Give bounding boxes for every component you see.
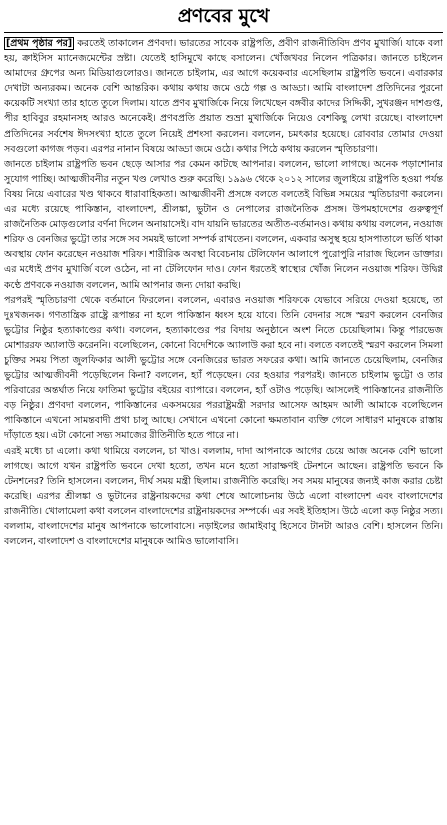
headline-divider [4, 32, 443, 33]
paragraph-text: করতেই তাকালেন প্রণবদা। ভারতের সাবেক রাষ্ট্রপতি, প্রবীণ রাজনীতিবিদ প্রণব মুখার্জি। যাকে বলা হয়, ক্রাইসিস ম্যানেজমেন্টের স্রষ্টা। যেতেই হাসিমুখে কাছে বসালেন। খোঁজখবর নিলেন পত্রিকার। জানতে চাইলেন আমাদের গ্রুপের অন্য মিডিয়াগুলোরও। জানতে চাইলাম, এর আগে কয়েকবার এসেছিলাম রাষ্ট্রপতি ভবনে। এবারকার দেখাটা অন্যরকম। অনেক বেশি আন্তরিক। কথায় কথায় জমে ওঠে গল্প ও আড্ডা। আমি বাংলাদেশ প্রতিদিনের পুরনো কয়েকটি সংখ্যা তার হাতে তুলে দিলাম। যাতে প্রণব মুখার্জিকে নিয়ে লিখেছেন বঙ্গবীর কাদের সিদ্দিকী, সুখরঞ্জন দাশগুপ্ত, পীর হাবিবুর রহমানসহ আরও অনেকেই। প্রণবপ্রতি প্রয়াত শুভ্রা মুখার্জিকে নিয়েও বেশকিছু লেখা রয়েছে। বাংলাদেশ প্রতিদিনের সর্বশেষ ঈদসংখ্যা হাতে তুলে নিয়েই প্রশংসা করলেন। বললেন, চমৎকার হয়েছে। রোববার তোমার দেওয়া সবগুলো কাগজ পড়ব। এরপর নানান বিষয়ে আড্ডা জমে ওঠে। কথার পিঠে কথায় করলেন স্মৃতিচারণা। [4, 38, 443, 155]
paragraph: জানতে চাইলাম রাষ্ট্রপতি ভবন ছেড়ে আসার পর কেমন কাটছে আপনার। বললেন, ভালো লাগছে। অনেক পড়াশোনার সুযোগ পাচ্ছি। আত্মজীবনীর নতুন খণ্ড লেখাও শুরু করেছি। ১৯৯৬ থেকে ২০১২ সালের জুলাইয়ে রাষ্ট্রপতি হওয়া পর্যন্ত বিষয় নিয়ে এবারের খণ্ড থাকবে ধারাবাহিকতা। আত্মজীবনী প্রসঙ্গে বলতে বলতেই বিভিন্ন সময়ের স্মৃতিচারণা করলেন। এর মধ্যে রয়েছে পাকিস্তান, বাংলাদেশ, শ্রীলঙ্কা, ভুটান ও নেপালের রাজনৈতিক প্রসঙ্গ। উপমহাদেশের গুরুত্বপূর্ণ রাজনৈতিক মোড়গুলোর বর্ণনা দিলেন অনায়াসেই। বাদ যায়নি ভারতের অতীত-বর্তমানও। কথায় কথায় বললেন, নওয়াজ শরিফ ও বেনজির ভুট্টো তার সঙ্গে সব সময়ই ভালো সম্পর্ক রাখতেন। বললেন, একবার অসুস্থ হয়ে হাসপাতালে ভর্তি থাকা অবস্থায় ফোন করেছেন নওয়াজ শরিফ। শারীরিক অবস্থা বিবেচনায় টেলিফোন আলাপে পুরোপুরি নারাজ ছিলেন ডাক্তার। এর মধ্যেই প্রণব মুখার্জি বলে ওঠেন, না না টেলিফোন দাও। ফোন ধরতেই স্বাস্থ্যের খোঁজ নিলেন নওয়াজ শরিফ। উদ্বিগ্ন কণ্ঠে প্রণবকে নওয়াজ বললেন, আমি আপনার জন্য দোয়া করছি। [4, 158, 443, 291]
jump-label: [প্রথম পৃষ্ঠার পর] [6, 38, 73, 49]
paragraph: পরপরই স্মৃতিচারণা থেকে বর্তমানে ফিরলেন। বললেন, এবারও নওয়াজ শরিফকে যেভাবে সরিয়ে দেওয়া হয়েছে, তা দুঃখজনক। গণতান্ত্রিক রাষ্ট্রে রূপান্তর না হলে পাকিস্তান ধ্বংস হয়ে যাবে। তিনি বেদনার সঙ্গে স্মরণ করলেন বেনজির ভুট্টোর নিষ্ঠুর হত্যাকাণ্ডের কথা। বললেন, হত্যাকাণ্ডের পর বিদায় অনুষ্ঠানে অংশ নিতে চেয়েছিলাম। কিন্তু পারভেজ মোশাররফ অ্যালাউ করেননি। বলেছিলেন, কোনো বিদেশিকে অ্যালাউ করা হবে না। বলতে বলতেই স্মরণ করলেন সিমলা চুক্তির সময় পিতা জুলফিকার আলী ভুট্টোর সঙ্গে বেনজিরের ভারত সফরের কথা। আমি জানতে চেয়েছিলাম, বেনজির ভুট্টোর আত্মজীবনী পড়েছিলেন কিনা? বললেন, হ্যাঁ পড়েছেন। বের হওয়ার পরপরই। জানতে চাইলাম ভুট্টো ও তার পরিবারের অন্তর্ঘাত নিয়ে ফাতিমা ভুট্টোর বইয়ের ব্যাপারে। বললেন, হ্যাঁ ওটাও পড়েছি। আসলেই পাকিস্তানের রাজনীতি বড় নিষ্ঠুর। প্রণবদা বললেন, পাকিস্তানের একসময়ের পররাষ্ট্রমন্ত্রী সরদার আসেফ আহমদ আলী আমাকে বলেছিলেন পাকিস্তানে এখনো সামন্তবাদী প্রথা চালু আছে। সেখানে এখনো কোনো ক্ষমতাবান ব্যক্তি গেলে সাধারণ মানুষকে রাস্তায় দাঁড়াতে হয়। এটা কোনো সভ্য সমাজের রীতিনীতি হতে পারে না। [4, 294, 443, 442]
paragraph [4, 36, 443, 157]
article-body [4, 36, 443, 549]
headline: প্রণবের মুখে [177, 5, 270, 27]
paragraph: এরই মধ্যে চা এলো। কথা থামিয়ে বললেন, চা খাও। বললাম, দাদা আপনাকে আগের চেয়ে আজ অনেক বেশি ভালো লাগছে। আগে যখন রাষ্ট্রপতি ভবনে দেখা হতো, তখন মনে হতো সারাক্ষণই টেনশনে আছেন। রাষ্ট্রপতি ভবনে কি টেনশনের? তিনি হাসলেন। বললেন, দীর্ঘ সময় মন্ত্রী ছিলাম। রাজনীতি করেছি। সব সময় মানুষের জন্যই কাজ করার চেষ্টা করেছি। এরপর শ্রীলঙ্কা ও ভুটানের রাষ্ট্রনায়কদের কথা শেষে আলোচনায় উঠে এলো বাংলাদেশ এবং বাংলাদেশের রাজনীতি। খোলামেলা কথা বললেন বাংলাদেশের রাষ্ট্রনায়কদের সম্পর্কে। এর সবই ইতিহাস। উঠে এলো কড় নিষ্ঠুর সত্য। বললাম, বাংলাদেশের মানুষ আপনাকে ভালোবাসে। নড়াইলের জামাইবাবু হিসেবে টানটা আরও বেশি। হাসলেন তিনি। বললেন, বাংলাদেশ ও বাংলাদেশের মানুষকে আমিও ভালোবাসি। [4, 445, 443, 548]
